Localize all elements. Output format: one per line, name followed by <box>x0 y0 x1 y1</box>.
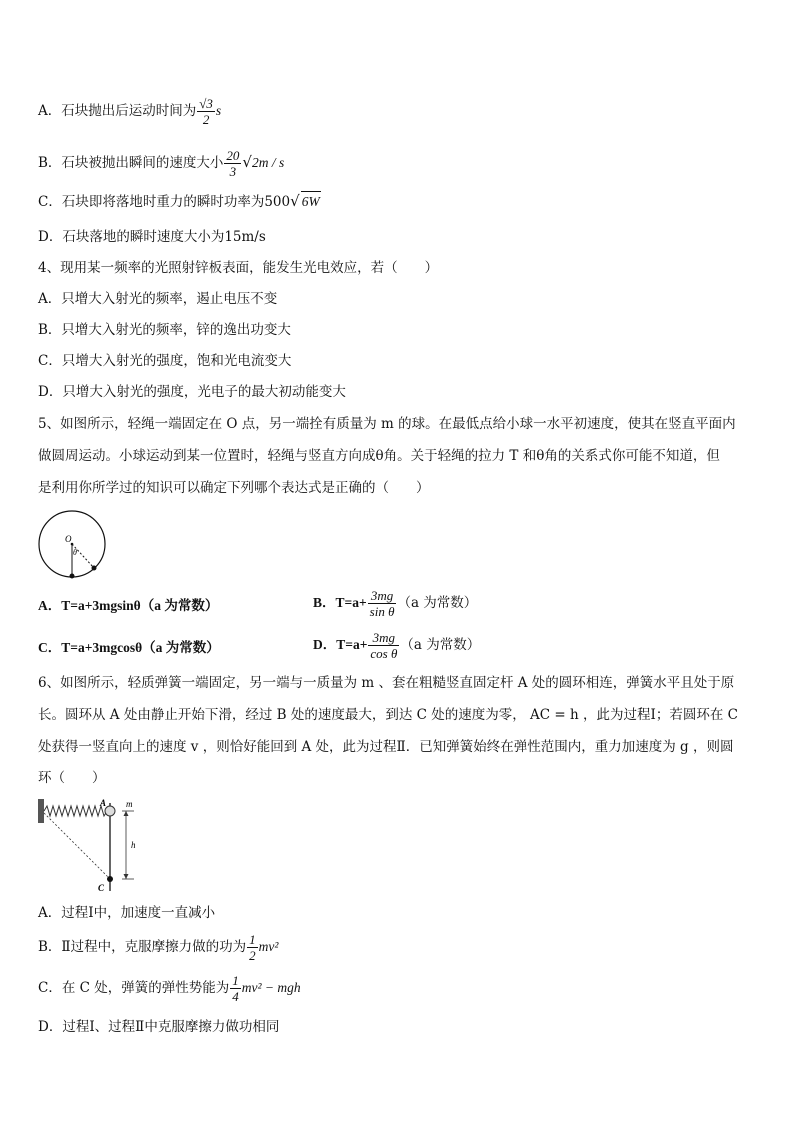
q6-dashed-spring <box>44 813 110 879</box>
q6-option-c-fraction: $\frac{1}{4}$ <box>232 973 239 1004</box>
q6-label-m: m <box>126 799 133 809</box>
q4-option-a: A．只增大入射光的频率，遏止电压不变 <box>38 291 278 307</box>
q6-ring <box>105 806 115 816</box>
q3-option-b-fraction: $\frac{20}{3}$ <box>226 148 240 179</box>
q5-label-theta: θ <box>73 548 77 557</box>
q6-spring <box>44 806 107 816</box>
q6-option-c: C．在 C 处，弹簧的弹性势能为 $\frac{1}{4}$ mv² − mgh <box>38 973 301 1004</box>
q6-wall <box>38 799 44 823</box>
q6-stem-line3: 处获得一竖直向上的速度 v ，则恰好能回到 A 处，此为过程Ⅱ．已知弹簧始终在弹性范围内，重力加速度为 g ，则圆 <box>38 739 734 755</box>
q5-label-o: O <box>65 534 72 544</box>
q6-option-d: D．过程Ⅰ、过程Ⅱ中克服摩擦力做功相同 <box>38 1019 280 1035</box>
q6-option-a: A．过程Ⅰ中，加速度一直减小 <box>38 905 216 921</box>
q6-spring-figure <box>38 797 148 895</box>
q5-stem-line1: 5、如图所示，轻绳一端固定在 O 点，另一端拴有质量为 m 的球。在最低点给小球一水平初速度，使其在竖直平面内 <box>38 416 736 432</box>
q4-option-d: D．只增大入射光的强度，光电子的最大初动能变大 <box>38 384 346 400</box>
q6-option-b-fraction: $\frac{1}{2}$ <box>249 932 256 963</box>
q5-option-b: B．T=a+ $\frac{3mg}{\text{sin θ}}$ （a 为常数） <box>313 588 478 619</box>
q5-ball <box>92 566 97 571</box>
q3-option-c: C．石块即将落地时重力的瞬时功率为500√ 6W <box>38 192 320 210</box>
q5-ball-bottom <box>70 574 75 579</box>
q5-option-c: C．T=a+3mgcosθ（a 为常数） <box>38 640 220 655</box>
q5-option-a: A．T=a+3mgsinθ（a 为常数） <box>38 598 219 613</box>
q6-point-c <box>107 876 113 882</box>
q6-stem-line2: 长。圆环从 A 处由静止开始下滑，经过 B 处的速度最大，到达 C 处的速度为零， AC = h ，此为过程Ⅰ；若圆环在 C <box>38 707 738 723</box>
q6-label-a: A <box>100 798 107 808</box>
q4-option-c: C．只增大入射光的强度，饱和光电流变大 <box>38 353 292 369</box>
q3-option-a-fraction: $\frac{√3}{2}$ <box>199 96 213 127</box>
q5-option-d: D．T=a+ $\frac{3mg}{\text{cos θ}}$ （a 为常数） <box>313 630 481 661</box>
q6-label-h: h <box>131 840 136 850</box>
q5-stem-line2: 做圆周运动。小球运动到某一位置时，轻绳与竖直方向成θ角。关于轻绳的拉力 T 和θ角的关系式你可能不知道，但 <box>38 448 720 464</box>
q3-option-a: A．石块抛出后运动时间为 $\frac{√3}{2}$ s <box>38 96 222 127</box>
q3-option-d: D．石块落地的瞬时速度大小为15m/s <box>38 229 266 245</box>
q5-option-b-fraction: $\frac{3mg}{\text{sin θ}}$ <box>369 588 395 619</box>
q3-option-a-text: A．石块抛出后运动时间为 <box>38 103 197 119</box>
q6-option-b: B．Ⅱ过程中，克服摩擦力做的功为 $\frac{1}{2}$ mv² <box>38 932 279 963</box>
q5-option-d-fraction: $\frac{3mg}{\text{cos θ}}$ <box>370 630 398 661</box>
q6-label-c: C <box>98 883 105 893</box>
q5-circle-figure <box>36 508 110 582</box>
q6-stem-line1: 6、如图所示，轻质弹簧一端固定，另一端与一质量为 m 、套在粗糙竖直固定杆 A 处的圆环相连，弹簧水平且处于原 <box>38 675 735 691</box>
q5-stem-line3: 是利用你所学过的知识可以确定下列哪个表达式是正确的（ ） <box>38 480 430 496</box>
q4-stem: 4、现用某一频率的光照射锌板表面，能发生光电效应，若（ ） <box>38 260 439 276</box>
q4-option-b: B．只增大入射光的频率，锌的逸出功变大 <box>38 322 291 338</box>
q3-option-b: B．石块被抛出瞬间的速度大小 $\frac{20}{3}$ √2m / s <box>38 148 285 179</box>
q6-stem-line4: 环（ ） <box>38 770 106 786</box>
